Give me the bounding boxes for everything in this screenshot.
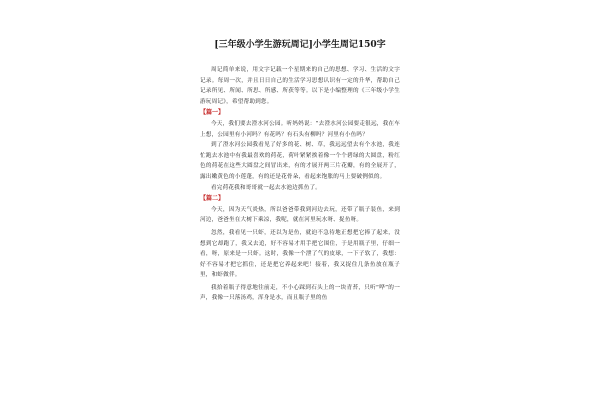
page-title: [三年级小学生游玩周记]小学生周记150字 <box>214 40 386 50</box>
section1-paragraph-3: 看完荷花我和哥哥就一起去水池边抓鱼了。 <box>211 184 322 191</box>
section1-paragraph-2: 到了澄水河公园我看见了好多的花、树、草，我远远望去有个水池，我连忙跑去水池中有我最喜欢的荷花，荷叶紧紧挨着像一个个碧绿的大圆盘，粉红色的荷花在这些大圆盘之间冒出来，有的才展开两三片花瓣，有的全展开了，露出嫩黄色的小莲蓬，有的还是花骨朵，看起来饱胀的马上要破例似的。 <box>200 142 400 180</box>
intro-paragraph: 周记简单来说，用文字记载一个星期来的自己的思想、学习、生活的文字记录。每周一次，并且日日自己的生活学习思想认识有一定的升华，帮助自己记录所见、所闻、所思、所感、所获等等。以下是小编整理的《三年级小学生游玩周记》，希望帮助到您。 <box>200 67 400 105</box>
section2-paragraph-1: 今天，因为天气炎热，所以爸爸带我到河边去玩，还带了瓶子装鱼，来到河边，爸爸坐在大树下乘凉，我呢，就在河里玩水呀、捉鱼呀。 <box>200 206 400 224</box>
section-heading-1: 【篇一】 <box>200 109 225 117</box>
document-page <box>200 40 400 400</box>
section2-paragraph-3: 我拾着瓶子得意地往前走，不小心踩到石头上的一块青苔，只听“哗”的一声，我像一只落汤鸡，浑身是水，而且瓶子里的鱼 <box>200 284 400 302</box>
section2-paragraph-2: 忽然，我看见一只虾，还以为是鱼，就迫不急待地正想把它捧了起来，没想到它却跑了，我又去追，好不容易才用手把它围住，于是用瓶子里，仔细一看，呀，原来是一只虾。这时，我像一个泄了气的皮球，一下子软了，我想：好不容易才把它抓住，还是把它养起来吧！接着，我又捉住几条鱼放在瓶子里，和虾做伴。 <box>200 229 400 279</box>
section-heading-2: 【篇二】 <box>200 195 225 203</box>
section1-paragraph-1: 今天，我们要去澄水河公园。听妈妈说：“去澄水河公园要走很远，我在车上想，公园里有小河吗？有花吗？有石头有柳吗？河里有小鱼吗？ <box>200 120 400 138</box>
